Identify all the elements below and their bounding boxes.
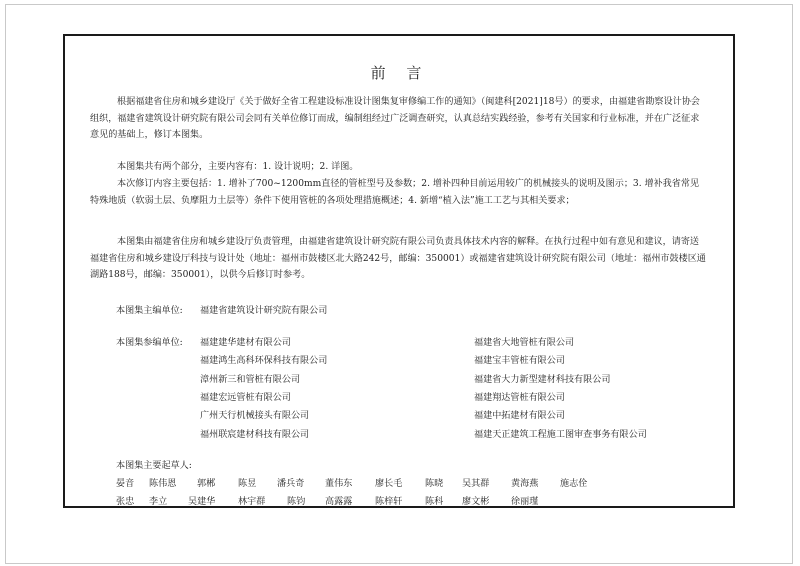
participant-org: 福建天正建筑工程施工图审查事务有限公司	[474, 430, 647, 440]
preface-paragraph-4: 本图集由福建省住房和城乡建设厅负责管理，由福建省建筑设计研究院有限公司负责具体技术内容的解释。在执行过程中如有意见和建议，请寄送福建省住房和城乡建设厅科技与设计处（地址：福州市鼓楼区北大路242号，邮编：350001）或福建省建筑设计研究院有限公司（地址：福州市鼓楼区通湖路188号，邮编：350001），以供今后修订时参考。	[90, 237, 706, 280]
participant-org: 福州联宸建材科技有限公司	[200, 430, 310, 440]
participant-org: 福建宏远管桩有限公司	[200, 393, 291, 403]
participants-label: 本图集参编单位:	[116, 338, 183, 348]
participant-org: 福建宝丰管桩有限公司	[474, 356, 565, 366]
drafter-name: 施志佺	[560, 479, 588, 489]
participant-org: 福建省大力新型建材科技有限公司	[474, 375, 611, 385]
drafters-label: 本图集主要起草人:	[116, 461, 192, 471]
drafter-name: 廖长毛	[375, 479, 403, 489]
participant-org: 福建翔达管桩有限公司	[474, 393, 565, 403]
drafter-name: 陈钧	[287, 497, 306, 507]
participant-org: 福建建华建材有限公司	[200, 338, 291, 348]
drafter-name: 林宇群	[238, 497, 266, 507]
drafter-name: 黄海燕	[511, 479, 539, 489]
drafter-name: 陈伟恩	[149, 479, 177, 489]
preface-paragraph-1: 根据福建省住房和城乡建设厅《关于做好全省工程建设标准设计图集复审修编工作的通知》（闽建科[2021]18号）的要求，由福建省勘察设计协会组织，福建省建筑设计研究院有限公司会同有关单位修订而成，编制组经过广泛调查研究，认真总结实践经验，参考有关国家和行业标准，并在广泛征求意见的基础上，修订本图集。	[90, 97, 700, 140]
drafter-name: 郭郴	[197, 479, 216, 489]
drafter-name: 陈晓	[425, 479, 444, 489]
drafter-name: 张忠	[116, 497, 135, 507]
participant-org: 福建省大地管桩有限公司	[474, 338, 575, 348]
chief-editor-org: 福建省建筑设计研究院有限公司	[200, 306, 328, 316]
participant-org: 漳州新三和管桩有限公司	[200, 375, 301, 385]
preface-paragraph-2: 本图集共有两个部分，主要内容有：1. 设计说明；2. 详图。	[117, 162, 359, 172]
participant-org: 福建中拓建材有限公司	[474, 411, 565, 421]
drafter-name: 李立	[149, 497, 168, 507]
drafter-name: 潘兵奇	[277, 479, 305, 489]
drafter-name: 陈昱	[238, 479, 257, 489]
drafter-name: 晏音	[116, 479, 135, 489]
chief-editor-label: 本图集主编单位:	[116, 306, 183, 316]
drafter-name: 高露露	[325, 497, 353, 507]
drafter-name: 廖文彬	[462, 497, 490, 507]
participant-org: 福建鸿生高科环保科技有限公司	[200, 356, 328, 366]
drafter-name: 陈科	[425, 497, 444, 507]
drafter-name: 吴建华	[188, 497, 216, 507]
drafter-name: 徐丽瑾	[511, 497, 539, 507]
drafter-name: 陈梓轩	[375, 497, 403, 507]
participant-org: 广州天行机械接头有限公司	[200, 411, 310, 421]
preface-paragraph-3: 本次修订内容主要包括：1. 增补了700~1200mm直径的管桩型号及参数；2. 增补四种目前运用较广的机械接头的说明及图示；3. 增补我省常见特殊地质（软弱土层、负摩阻力土层等）条件下使用管桩的各项处理措施概述；4. 新增“植入法”施工工艺与其相关要求；	[90, 179, 700, 206]
drafter-name: 吴其群	[462, 479, 490, 489]
drafter-name: 董伟东	[325, 479, 353, 489]
page-title: 前 言	[370, 64, 430, 82]
